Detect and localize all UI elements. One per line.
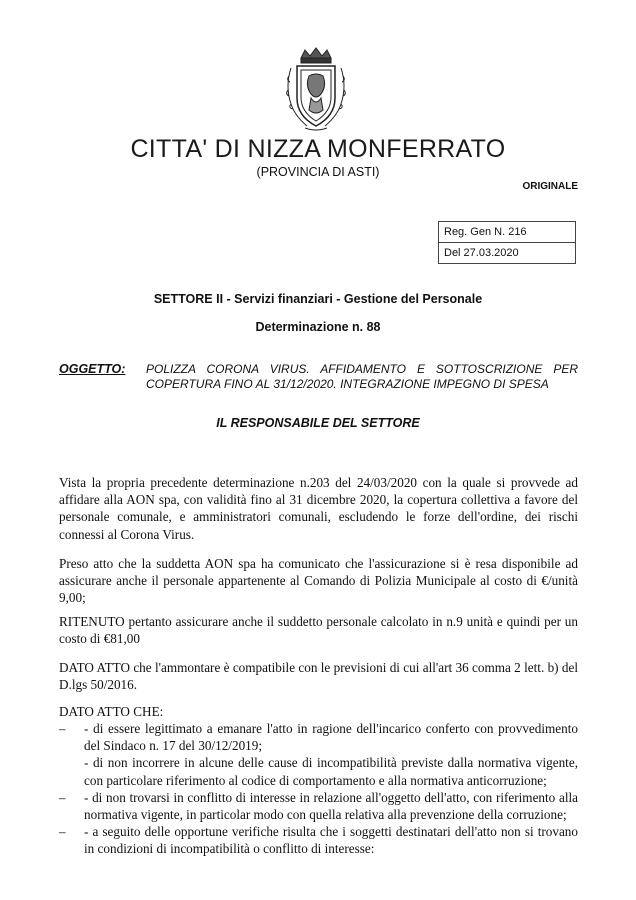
province-subtitle: (PROVINCIA DI ASTI) [256, 165, 380, 179]
list-item: – - di essere legittimato a emanare l'atto in ragione dell'incarico conferto con provvedimento del Sindaco n. 17 del 30/12/2019; [59, 720, 578, 754]
body-paragraph: Preso atto che la suddetta AON spa ha comunicato che l'assicurazione si è resa disponibile ad assicurare anche il personale appartenente al Comando di Polizia Municipale al costo di €/unità 9,00; [59, 556, 578, 606]
body-paragraph: RITENUTO pertanto assicurare anche il suddetto personale calcolato in n.9 unità e quindi per un costo di €81,00 [59, 614, 578, 647]
body-paragraph: DATO ATTO che l'ammontare è compatibile con le previsioni di cui all'art 36 comma 2 lett. b) del D.lgs 50/2016. [59, 660, 578, 693]
subject-text: POLIZZA CORONA VIRUS. AFFIDAMENTO E SOTTOSCRIZIONE PER COPERTURA FINO AL 31/12/2020. INTEGRAZIONE IMPEGNO DI SPESA [146, 362, 578, 391]
registry-row [439, 222, 576, 243]
determination-number: Determinazione n. 88 [255, 320, 381, 334]
registry-row [439, 243, 576, 264]
subject-label: OGGETTO: [59, 362, 126, 376]
list-item: - di non incorrere in alcune delle cause di incompatibilità previste dalla normativa vigente, con particolare riferimento al codice di comportamento e alla normativa anticorruzione; [84, 755, 578, 788]
registry-date: Del 27.03.2020 [439, 243, 576, 264]
registry-table [438, 221, 576, 264]
body-paragraph: Vista la propria precedente determinazione n.203 del 24/03/2020 con la quale si provvede ad affidare alla AON spa, con validità fino al 31 dicembre 2020, la copertura collettiva a favore del personale comunale, e amministratori comunali, escludendo le forze dell'ordine, dei rischi connessi al Corona Virus. [59, 475, 578, 542]
body-paragraph-heading: DATO ATTO CHE: [59, 704, 164, 719]
sector-heading: SETTORE II - Servizi finanziari - Gestione del Personale [153, 292, 483, 306]
responsible-heading: IL RESPONSABILE DEL SETTORE [216, 416, 420, 430]
list-item: – - a seguito delle opportune verifiche risulta che i soggetti destinatari dell'atto non si trovano in condizioni di incompatibilità o conflitto di interesse: [59, 823, 578, 857]
declaration-list [59, 720, 578, 858]
copy-type-label: ORIGINALE [522, 181, 578, 192]
municipal-crest-icon [283, 46, 349, 132]
list-item: – - di non trovarsi in conflitto di interesse in relazione all'oggetto dell'atto, con riferimento alla normativa vigente, in particolar modo con quella relativa alla prevenzione della corruzione; [59, 789, 578, 823]
registry-number: Reg. Gen N. 216 [439, 222, 576, 243]
city-title: CITTA' DI NIZZA MONFERRATO [130, 135, 506, 163]
